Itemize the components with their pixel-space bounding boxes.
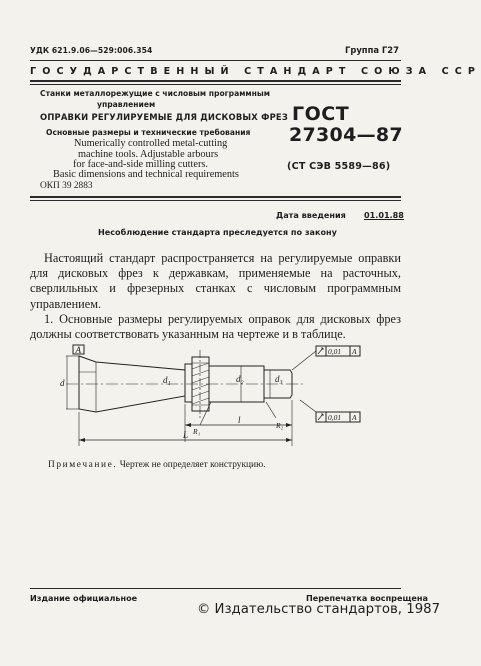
official-publication: Издание официальное <box>30 593 138 603</box>
law-notice: Несоблюдение стандарта преследуется по закону <box>98 227 337 237</box>
intro-date-label: Дата введения <box>276 210 346 220</box>
tol2-value: 0,01 <box>328 413 342 422</box>
note-text: Чертеж не определяет конструкцию. <box>117 460 266 470</box>
st-sev-number: (СТ СЭВ 5589—86) <box>287 161 391 172</box>
footer-rule <box>30 588 401 589</box>
title-en-line-1: Numerically controlled metal-cutting <box>74 138 228 149</box>
dim-d2: d₂ <box>236 374 244 384</box>
dim-r1: R₁ <box>193 427 201 436</box>
paragraph-scope: Настоящий стандарт распространяется на регулируемые оправки для дисковых фрез к державкам, применяемые на расточных, сверлильных и фрезерных станках с числовым программным управлением. <box>30 251 401 311</box>
datum-letter: A <box>75 345 81 355</box>
tol1-value: 0,01 <box>328 347 342 356</box>
group-code: Группа Г27 <box>345 45 399 55</box>
arbour-flange <box>185 364 192 402</box>
drawing-note <box>48 460 265 470</box>
title-ru-main: ОПРАВКИ РЕГУЛИРУЕМЫЕ ДЛЯ ДИСКОВЫХ ФРЕЗ <box>40 112 288 122</box>
intro-date-value: 01.01.88 <box>364 210 404 220</box>
paragraph-dimensions: 1. Основные размеры регулируемых оправок для дисковых фрез должны соответствовать указанным на чертеже и в таблице. <box>30 312 401 342</box>
note-label: Примечание. <box>48 460 118 470</box>
title-en-line-4: Basic dimensions and technical requirements <box>53 169 239 180</box>
dim-L: L <box>183 430 189 440</box>
title-en-line-3: for face-and-side milling cutters. <box>73 159 208 170</box>
tol2-datum: A <box>352 413 357 422</box>
dim-l: l <box>238 415 241 425</box>
tol1-datum: A <box>352 347 357 356</box>
gost-number: 27304—87 <box>289 124 403 146</box>
dim-d: d <box>60 378 65 388</box>
reprint-prohibited: Перепечатка воспрещена <box>306 593 428 603</box>
dim-d3: d₃ <box>275 374 283 384</box>
title-ru-subtitle: Основные размеры и технические требования <box>46 128 251 137</box>
copyright: © Издательство стандартов, 1987 <box>197 602 441 617</box>
title-en-line-2: machine tools. Adjustable arbours <box>78 149 219 160</box>
dim-r2: R₂ <box>276 421 284 430</box>
gost-label: ГОСТ <box>292 103 350 125</box>
title-ru-line-1: Станки металлорежущие с числовым программным <box>40 89 270 98</box>
udk-code: УДК 621.9.06—529:006.354 <box>30 46 153 55</box>
okp-code: ОКП 39 2883 <box>40 181 93 191</box>
title-ru-line-2: управлением <box>97 100 156 109</box>
state-standard-heading: ГОСУДАРСТВЕННЫЙ СТАНДАРТ СОЮЗА ССР <box>30 66 481 77</box>
dim-d1: d₁ <box>163 375 171 385</box>
